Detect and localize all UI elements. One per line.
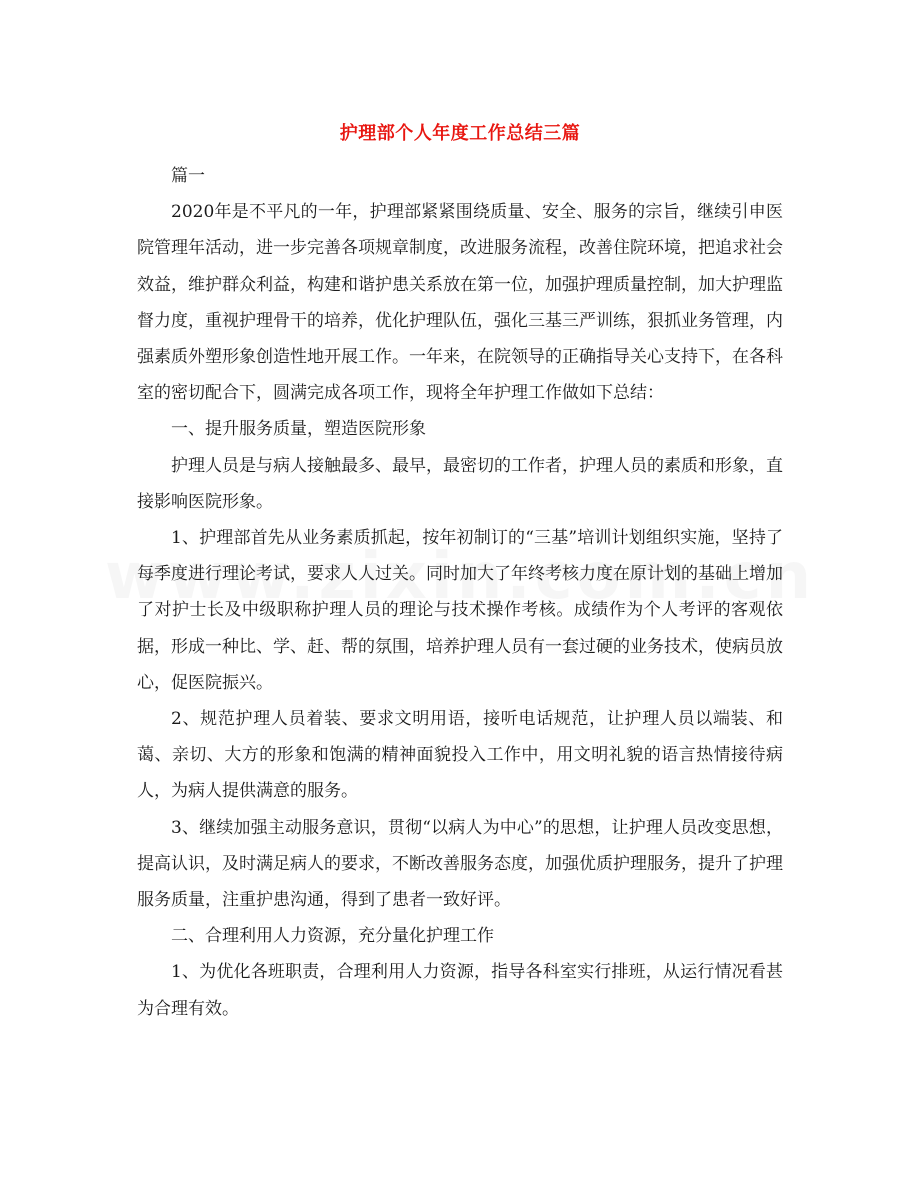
document-body [137, 158, 783, 1027]
section-heading-part-one: 篇一 [171, 166, 205, 186]
section-heading-human-resources: 二、合理利用人力资源，充分量化护理工作 [171, 926, 494, 947]
paragraph-item-3-service-awareness: 3、继续加强主动服务意识，贯彻“以病人为中心”的思想，让护理人员改变思想，提高认识，及时满足病人的要求，不断改善服务态度，加强优质护理服务，提升了护理服务质量，注重护患沟通，得到了患者一致好评。 [137, 817, 783, 911]
section-heading-service-quality: 一、提升服务质量，塑造医院形象 [171, 419, 426, 440]
intro-paragraph: 2020年是不平凡的一年，护理部紧紧围绕质量、安全、服务的宗旨，继续引申医院管理年活动，进一步完善各项规章制度，改进服务流程，改善住院环境，把追求社会效益，维护群众利益，构建和谐护患关系放在第一位，加强护理质量控制，加大护理监督力度，重视护理骨干的培养，优化护理队伍，强化三基三严训练，狠抓业务管理，内强素质外塑形象创造性地开展工作。一年来，在院领导的正确指导关心支持下，在各科室的密切配合下，圆满完成各项工作，现将全年护理工作做如下总结： [137, 202, 783, 404]
paragraph-item-2-etiquette: 2、规范护理人员着装、要求文明用语，接听电话规范，让护理人员以端装、和蔼、亲切、大方的形象和饱满的精神面貌投入工作中，用文明礼貌的语言热情接待病人，为病人提供满意的服务。 [137, 709, 783, 802]
paragraph-hr-item-1-scheduling: 1、为优化各班职责，合理利用人力资源，指导各科室实行排班，从运行情况看甚为合理有效。 [137, 962, 783, 1019]
paragraph-item-1-training: 1、护理部首先从业务素质抓起，按年初制订的“三基”培训计划组织实施，坚持了每季度进行理论考试，要求人人过关。同时加大了年终考核力度在原计划的基础上增加了对护士长及中级职称护理人员的理论与技术操作考核。成绩作为个人考评的客观依据，形成一种比、学、赶、帮的氛围，培养护理人员有一套过硬的业务技术，使病员放心，促医院振兴。 [137, 528, 783, 693]
paragraph-nurse-image: 护理人员是与病人接触最多、最早，最密切的工作者，护理人员的素质和形象，直接影响医院形象。 [137, 455, 783, 512]
document-title: 护理部个人年度工作总结三篇 [339, 123, 581, 144]
